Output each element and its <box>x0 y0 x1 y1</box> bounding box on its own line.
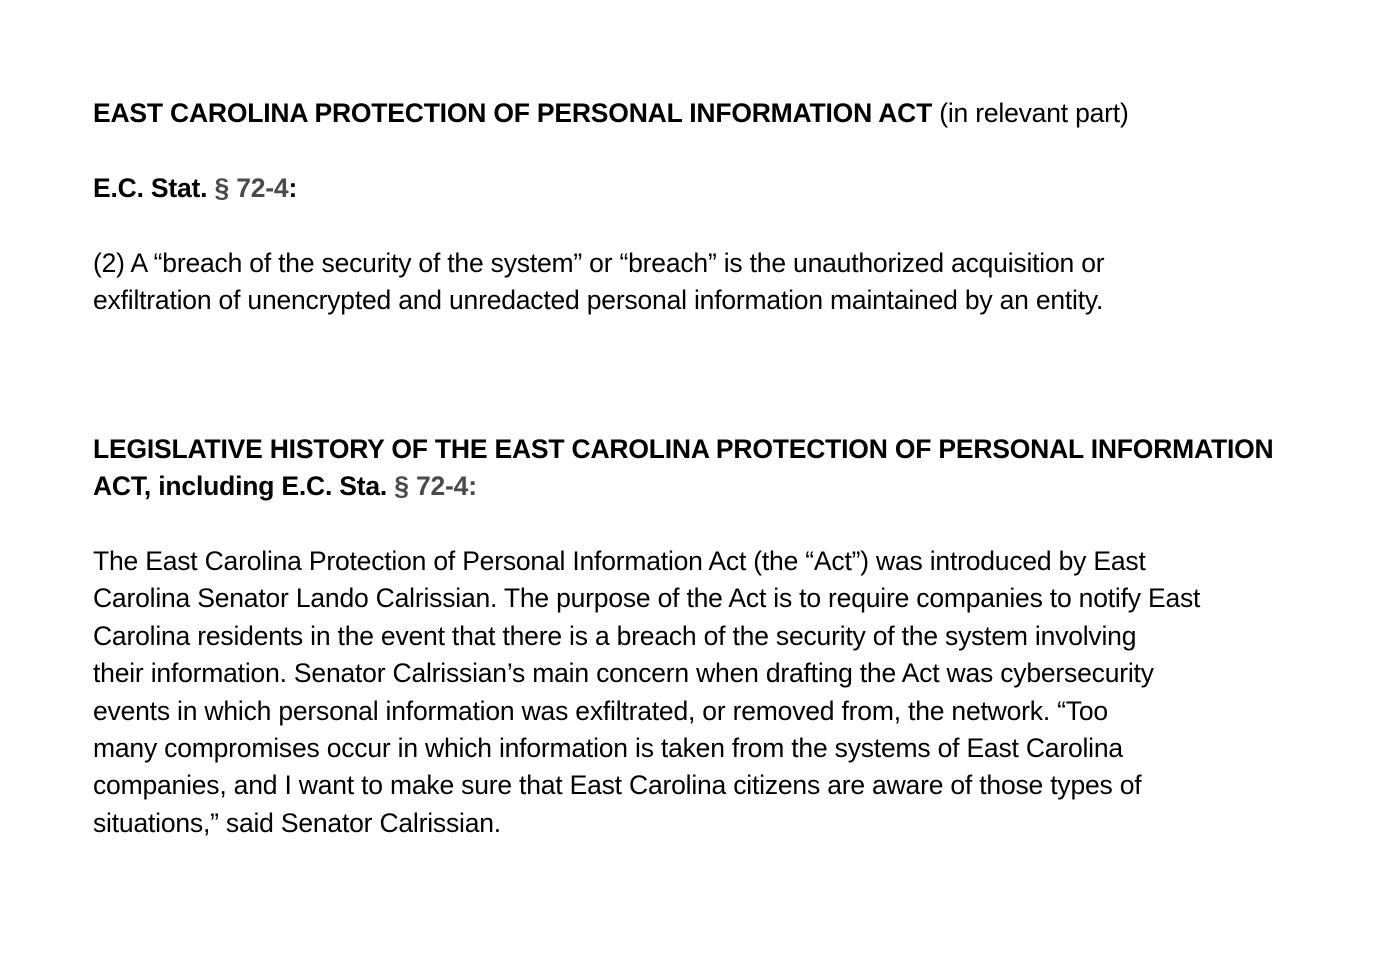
act-title-bold: EAST CAROLINA PROTECTION OF PERSONAL INFORMATION ACT <box>93 98 933 128</box>
definition-line: exfiltration of unencrypted and unredacted personal information maintained by an entity. <box>93 285 1104 316</box>
history-body-line: events in which personal information was exfiltrated, or removed from, the network. “Too <box>93 695 1108 726</box>
definition-paragraph <box>93 245 1313 320</box>
act-title <box>93 95 1129 132</box>
act-title-qualifier: (in relevant part) <box>932 98 1129 128</box>
history-section-ref: § 72-4 <box>394 471 469 501</box>
history-colon: : <box>468 471 477 501</box>
history-heading-line-1 <box>93 431 1274 468</box>
history-body-line: companies, and I want to make sure that East Carolina citizens are aware of those types of <box>93 770 1142 801</box>
history-body-line: The East Carolina Protection of Personal Information Act (the “Act”) was introduced by East <box>93 546 1146 576</box>
history-body-line: situations,” said Senator Calrissian. <box>93 807 501 838</box>
history-body-line: their information. Senator Calrissian’s main concern when drafting the Act was cybersecurity <box>93 658 1154 689</box>
history-heading-line-2 <box>93 468 477 505</box>
history-body-paragraph <box>93 543 1313 842</box>
definition-line: (2) A “breach of the security of the system” or “breach” is the unauthorized acquisition or <box>93 248 1105 278</box>
history-body-line: Carolina Senator Lando Calrissian. The purpose of the Act is to require companies to notify East <box>93 583 1201 614</box>
statute-colon: : <box>288 173 298 203</box>
history-heading-text: LEGISLATIVE HISTORY OF THE EAST CAROLINA PROTECTION OF PERSONAL INFORMATION <box>93 434 1274 464</box>
statute-heading <box>93 170 297 207</box>
statute-label: E.C. Stat. <box>93 173 215 203</box>
history-body-line: Carolina residents in the event that there is a breach of the security of the system involving <box>93 620 1137 651</box>
history-body-line: many compromises occur in which information is taken from the systems of East Carolina <box>93 733 1123 764</box>
statute-section-ref: § 72-4 <box>214 173 289 203</box>
history-heading-text-2: ACT, including E.C. Sta. <box>93 471 395 501</box>
